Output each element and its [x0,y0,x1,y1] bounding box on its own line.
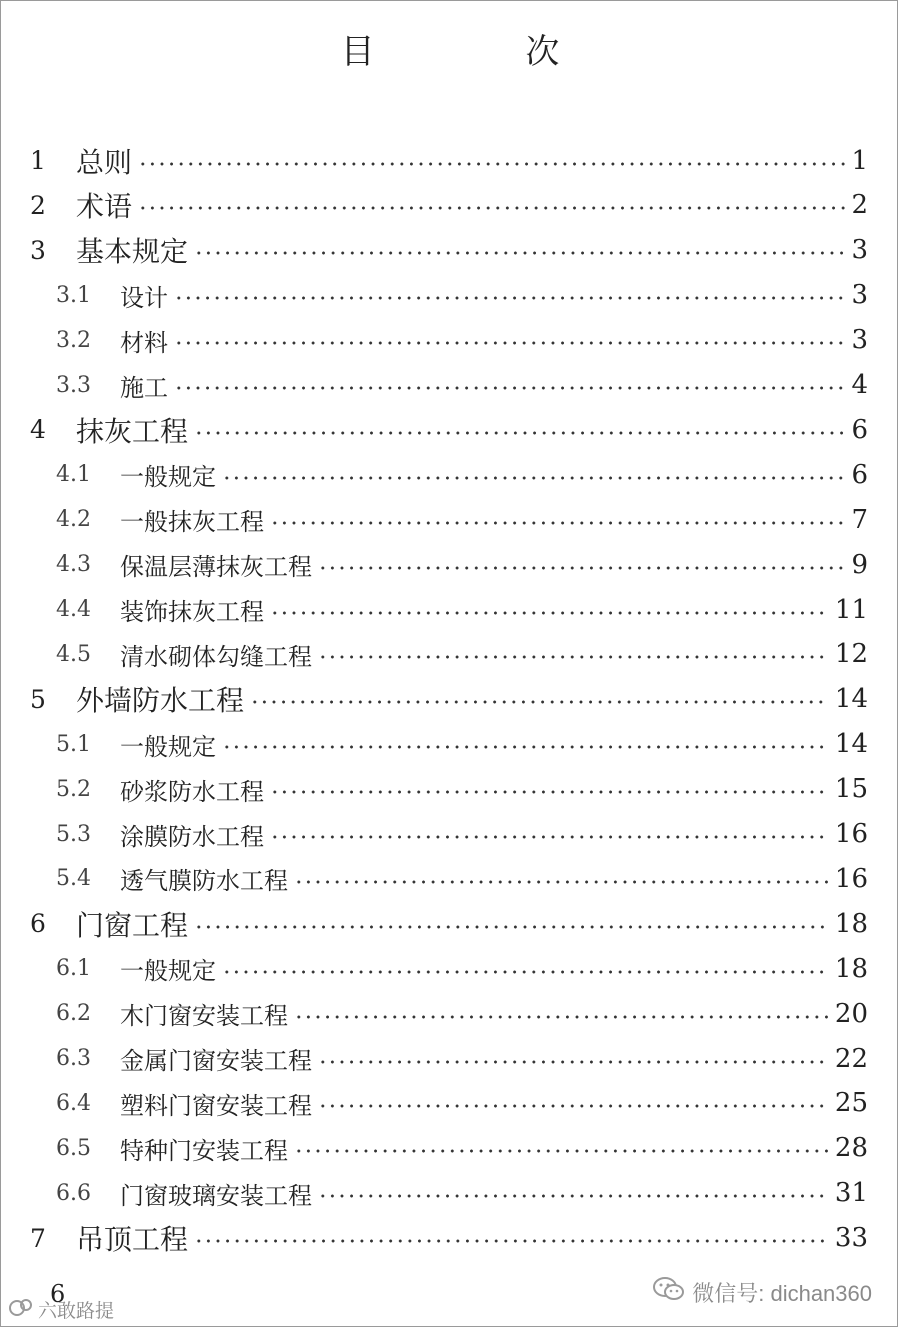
toc-entry-title: 外墙防水工程 [76,684,245,718]
toc-leader-dots [194,251,845,255]
toc-entry [56,452,868,497]
toc-entry [56,587,868,632]
toc-leader-dots [250,700,829,704]
toc-entry-number: 1 [30,146,46,175]
watermark-right-text: 微信号: dichan360 [692,1280,872,1306]
toc-entry-title: 总则 [76,145,133,179]
toc-entry-page: 16 [834,819,868,849]
toc-entry-page: 25 [834,1088,868,1119]
toc-leader-dots [138,162,845,166]
page-title: 目 次 [340,32,630,72]
toc-entry-page: 4 [851,370,868,400]
toc-leader-dots [318,1194,829,1198]
toc-entry [30,407,868,452]
toc-entry-number: 6.1 [56,956,91,982]
toc-entry-title: 木门窗安装工程 [120,1002,288,1031]
toc-entry-page: 15 [834,774,868,805]
toc-entry [30,228,868,273]
toc-entry-number: 5 [30,684,46,714]
toc-leader-dots [222,745,829,749]
toc-entry-number: 5.1 [56,731,91,757]
toc-leader-dots [174,296,845,300]
toc-entry [56,856,868,901]
watermark-left-text: 六敢路提 [38,1300,115,1322]
toc-entry [56,363,868,408]
watermark-left [8,1296,114,1323]
toc-leader-dots [222,476,845,480]
toc-entry-page: 3 [851,280,868,311]
toc-entry-number: 6 [30,909,46,939]
toc-leader-dots [318,1104,829,1108]
toc-leader-dots [174,386,845,390]
toc-entry-page: 28 [834,1133,868,1164]
toc-leader-dots [294,880,829,884]
toc-leader-dots [174,341,845,345]
watermark-logo-icon [8,1297,34,1322]
toc-entry [56,1171,868,1216]
toc-entry-page: 14 [834,729,868,760]
toc-entry-title: 设计 [120,283,168,312]
toc-leader-dots [270,790,829,794]
toc-leader-dots [270,521,845,525]
toc-entry-page: 12 [834,639,868,670]
toc-entry-title: 吊顶工程 [76,1223,189,1257]
toc-entry-title: 特种门安装工程 [120,1136,288,1165]
toc-entry [30,1216,868,1261]
toc-entry [56,542,868,587]
toc-entry-title: 一般规定 [120,463,216,492]
toc-entry-number: 4.5 [56,641,91,667]
toc-entry-title: 砂浆防水工程 [120,777,264,806]
toc-entry-title: 材料 [120,328,168,357]
toc-leader-dots [318,1060,829,1064]
toc-entry-page: 14 [834,684,868,715]
toc-entry-number: 7 [30,1223,46,1253]
toc-entry [56,318,868,363]
toc-entry [56,1126,868,1171]
wechat-icon [652,1276,686,1308]
toc-entry [30,677,868,722]
toc-entry-number: 3 [30,235,46,265]
toc-entry-page: 33 [834,1223,868,1254]
toc-entry-title: 涂膜防水工程 [120,822,264,851]
toc-leader-dots [270,611,829,615]
toc-entry-title: 一般规定 [120,732,216,761]
toc-entry-page: 7 [851,504,868,535]
toc-entry [56,767,868,812]
toc-entry-page: 3 [851,235,868,266]
toc-entry-title: 透气膜防水工程 [120,867,288,896]
toc-entry [30,183,868,228]
toc-entry-page: 1 [851,145,868,176]
toc-entry-page: 22 [834,1043,868,1074]
toc-entry-number: 6.5 [56,1135,91,1161]
toc-entry-title: 门窗工程 [76,908,189,942]
toc-entry-number: 4.3 [56,552,91,578]
toc-entry-number: 2 [30,190,46,220]
toc-entry-title: 施工 [120,373,168,402]
toc-leader-dots [294,1015,829,1019]
toc-entry-number: 6.6 [56,1180,91,1206]
toc-entry-number: 5.3 [56,821,91,847]
toc-entry-number: 5.4 [56,866,91,892]
toc-entry-number: 4.4 [56,597,91,622]
toc-entry [56,1081,868,1126]
toc-entry-title: 金属门窗安装工程 [120,1047,312,1075]
toc-leader-dots [194,925,829,929]
toc-entry-number: 4 [30,415,46,445]
toc-entry-title: 术语 [76,190,133,224]
toc-leader-dots [270,835,829,839]
toc-entry [56,722,868,767]
toc-entry-title: 保温层薄抹灰工程 [120,553,312,582]
toc-entry-page: 20 [834,998,868,1029]
toc-entry-number: 6.3 [56,1046,91,1071]
footer-page-number: 6 [50,1280,66,1308]
toc-entry [56,632,868,677]
toc-leader-dots [318,655,829,659]
toc-entry-number: 3.1 [56,282,91,308]
toc-entry [56,497,868,542]
toc-leader-dots [194,1239,829,1243]
toc-entry-number: 6.2 [56,1001,91,1027]
toc-entry-page: 11 [834,594,868,625]
toc-entry-page: 18 [834,953,868,984]
toc-entry-number: 6.4 [56,1090,91,1116]
toc-entry-page: 6 [851,459,868,490]
toc-entry [56,946,868,991]
toc-entry-page: 2 [851,190,868,221]
toc-entry [56,812,868,857]
toc-entry-page: 16 [834,863,868,894]
toc-entry [56,1036,868,1081]
toc-entry-title: 抹灰工程 [76,414,189,448]
toc-entry-title: 清水砌体勾缝工程 [120,642,312,671]
toc-entry-number: 5.2 [56,776,91,802]
toc-entry-number: 4.2 [56,507,91,533]
toc-entry-title: 基本规定 [76,235,189,269]
toc-entry-title: 装饰抹灰工程 [120,598,264,626]
toc-entry-page: 3 [851,325,868,356]
toc-entry-page: 18 [834,908,868,939]
toc-leader-dots [294,1149,829,1153]
toc-leader-dots [138,206,845,210]
toc-entry [30,138,868,183]
watermark-right [652,1276,872,1308]
toc-entry-page: 9 [851,549,868,580]
toc-entry-title: 门窗玻璃安装工程 [120,1181,312,1210]
toc-entry-title: 塑料门窗安装工程 [120,1091,312,1120]
toc-leader-dots [194,431,845,435]
toc-entry-title: 一般规定 [120,957,216,986]
toc-leader-dots [222,970,829,974]
toc-entry [56,991,868,1036]
toc-entry-number: 4.1 [56,462,91,488]
toc-entry-number: 3.2 [56,327,91,353]
toc-leader-dots [318,566,845,570]
toc-entry-page: 31 [834,1178,868,1209]
toc-entry-title: 一般抹灰工程 [120,508,264,537]
toc-entry [56,273,868,318]
toc-entry-number: 3.3 [56,372,91,398]
toc-entry-page: 6 [851,414,868,445]
toc-entry [30,901,868,946]
